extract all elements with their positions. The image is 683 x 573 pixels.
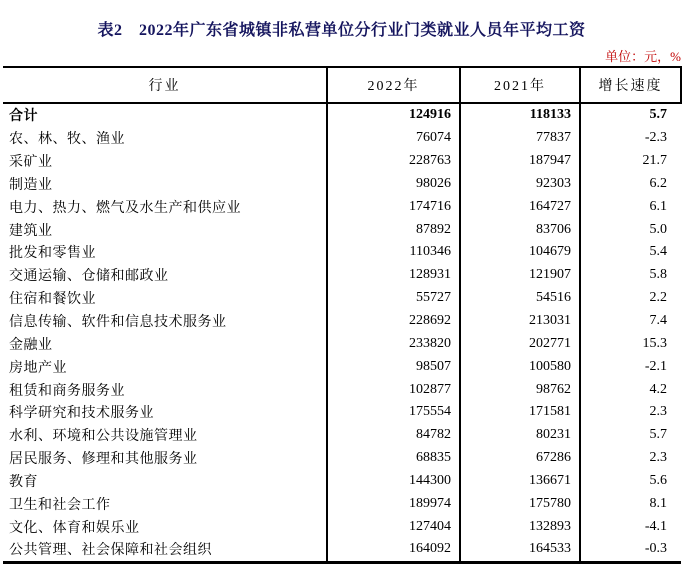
industry-cell: 住宿和餐饮业 [9, 292, 96, 308]
value-2021-cell: 118133 [460, 103, 580, 127]
value-2021-cell: 202771 [460, 332, 580, 355]
value-2021-cell: 80231 [460, 424, 580, 447]
table-row [3, 195, 681, 218]
header-row [3, 67, 681, 103]
col-header-2022: 2022年 [327, 67, 460, 103]
industry-cell: 房地产业 [9, 360, 67, 376]
table-row [3, 378, 681, 401]
table-row [3, 492, 681, 515]
industry-cell: 农、林、牧、渔业 [9, 132, 125, 148]
col-header-industry: 行业 [3, 67, 327, 103]
industry-cell: 合计 [9, 109, 38, 125]
value-2022-cell: 127404 [327, 515, 460, 538]
table-row [3, 264, 681, 287]
table-row [3, 355, 681, 378]
wage-table [3, 66, 682, 564]
growth-cell: 2.3 [580, 447, 681, 470]
value-2021-cell: 213031 [460, 310, 580, 333]
table-row [3, 150, 681, 173]
table-row [3, 103, 681, 127]
table-row [3, 447, 681, 470]
growth-cell: 5.0 [580, 218, 681, 241]
value-2022-cell: 174716 [327, 195, 460, 218]
growth-cell: 5.6 [580, 470, 681, 493]
value-2021-cell: 136671 [460, 470, 580, 493]
value-2022-cell: 189974 [327, 492, 460, 515]
value-2022-cell: 102877 [327, 378, 460, 401]
growth-cell: 15.3 [580, 332, 681, 355]
value-2022-cell: 55727 [327, 287, 460, 310]
industry-cell: 文化、体育和娱乐业 [9, 520, 140, 536]
growth-cell: 6.1 [580, 195, 681, 218]
industry-cell: 租赁和商务服务业 [9, 383, 125, 399]
value-2021-cell: 54516 [460, 287, 580, 310]
industry-cell: 建筑业 [9, 223, 53, 239]
growth-cell: 5.8 [580, 264, 681, 287]
industry-cell: 公共管理、社会保障和社会组织 [9, 543, 212, 559]
value-2022-cell: 98026 [327, 173, 460, 196]
table-row [3, 470, 681, 493]
table-header [3, 67, 681, 103]
table-row [3, 515, 681, 538]
value-2021-cell: 77837 [460, 127, 580, 150]
value-2022-cell: 233820 [327, 332, 460, 355]
value-2022-cell: 228763 [327, 150, 460, 173]
unit-note: 单位：元，% [605, 49, 681, 64]
table-row [3, 538, 681, 562]
growth-cell: 5.7 [580, 424, 681, 447]
value-2022-cell: 98507 [327, 355, 460, 378]
industry-cell: 金融业 [9, 337, 53, 353]
growth-cell: 8.1 [580, 492, 681, 515]
industry-cell: 交通运输、仓储和邮政业 [9, 269, 169, 285]
growth-cell: 2.2 [580, 287, 681, 310]
value-2021-cell: 98762 [460, 378, 580, 401]
industry-cell: 教育 [9, 474, 38, 490]
table-row [3, 401, 681, 424]
industry-cell: 水利、环境和公共设施管理业 [9, 429, 198, 445]
growth-cell: 4.2 [580, 378, 681, 401]
industry-cell: 信息传输、软件和信息技术服务业 [9, 315, 227, 331]
value-2021-cell: 187947 [460, 150, 580, 173]
value-2021-cell: 121907 [460, 264, 580, 287]
industry-cell: 电力、热力、燃气及水生产和供应业 [9, 200, 241, 216]
growth-cell: -0.3 [580, 538, 681, 562]
value-2022-cell: 144300 [327, 470, 460, 493]
growth-cell: 21.7 [580, 150, 681, 173]
col-header-growth: 增长速度 [580, 67, 681, 103]
value-2021-cell: 132893 [460, 515, 580, 538]
table-body [3, 103, 681, 562]
table-row [3, 332, 681, 355]
growth-cell: 6.2 [580, 173, 681, 196]
industry-cell: 卫生和社会工作 [9, 497, 111, 513]
industry-cell: 批发和零售业 [9, 246, 96, 262]
value-2022-cell: 68835 [327, 447, 460, 470]
value-2021-cell: 67286 [460, 447, 580, 470]
table-row [3, 218, 681, 241]
table-row [3, 287, 681, 310]
table-row [3, 173, 681, 196]
value-2022-cell: 110346 [327, 241, 460, 264]
growth-cell: 5.4 [580, 241, 681, 264]
table-row [3, 424, 681, 447]
value-2021-cell: 171581 [460, 401, 580, 424]
value-2022-cell: 128931 [327, 264, 460, 287]
industry-cell: 采矿业 [9, 155, 53, 171]
growth-cell: -2.1 [580, 355, 681, 378]
industry-cell: 制造业 [9, 177, 53, 193]
growth-cell: 7.4 [580, 310, 681, 333]
col-header-2021: 2021年 [460, 67, 580, 103]
value-2022-cell: 76074 [327, 127, 460, 150]
value-2022-cell: 87892 [327, 218, 460, 241]
value-2022-cell: 164092 [327, 538, 460, 562]
table-row [3, 127, 681, 150]
value-2022-cell: 228692 [327, 310, 460, 333]
value-2021-cell: 175780 [460, 492, 580, 515]
value-2021-cell: 92303 [460, 173, 580, 196]
value-2021-cell: 104679 [460, 241, 580, 264]
value-2022-cell: 124916 [327, 103, 460, 127]
growth-cell: -4.1 [580, 515, 681, 538]
value-2021-cell: 164533 [460, 538, 580, 562]
value-2021-cell: 83706 [460, 218, 580, 241]
value-2021-cell: 164727 [460, 195, 580, 218]
value-2021-cell: 100580 [460, 355, 580, 378]
page-title: 表2 2022年广东省城镇非私营单位分行业门类就业人员年平均工资 [97, 22, 586, 39]
growth-cell: 2.3 [580, 401, 681, 424]
value-2022-cell: 84782 [327, 424, 460, 447]
table-row [3, 241, 681, 264]
growth-cell: -2.3 [580, 127, 681, 150]
growth-cell: 5.7 [580, 103, 681, 127]
industry-cell: 居民服务、修理和其他服务业 [9, 452, 198, 468]
industry-cell: 科学研究和技术服务业 [9, 406, 154, 422]
table-row [3, 310, 681, 333]
value-2022-cell: 175554 [327, 401, 460, 424]
